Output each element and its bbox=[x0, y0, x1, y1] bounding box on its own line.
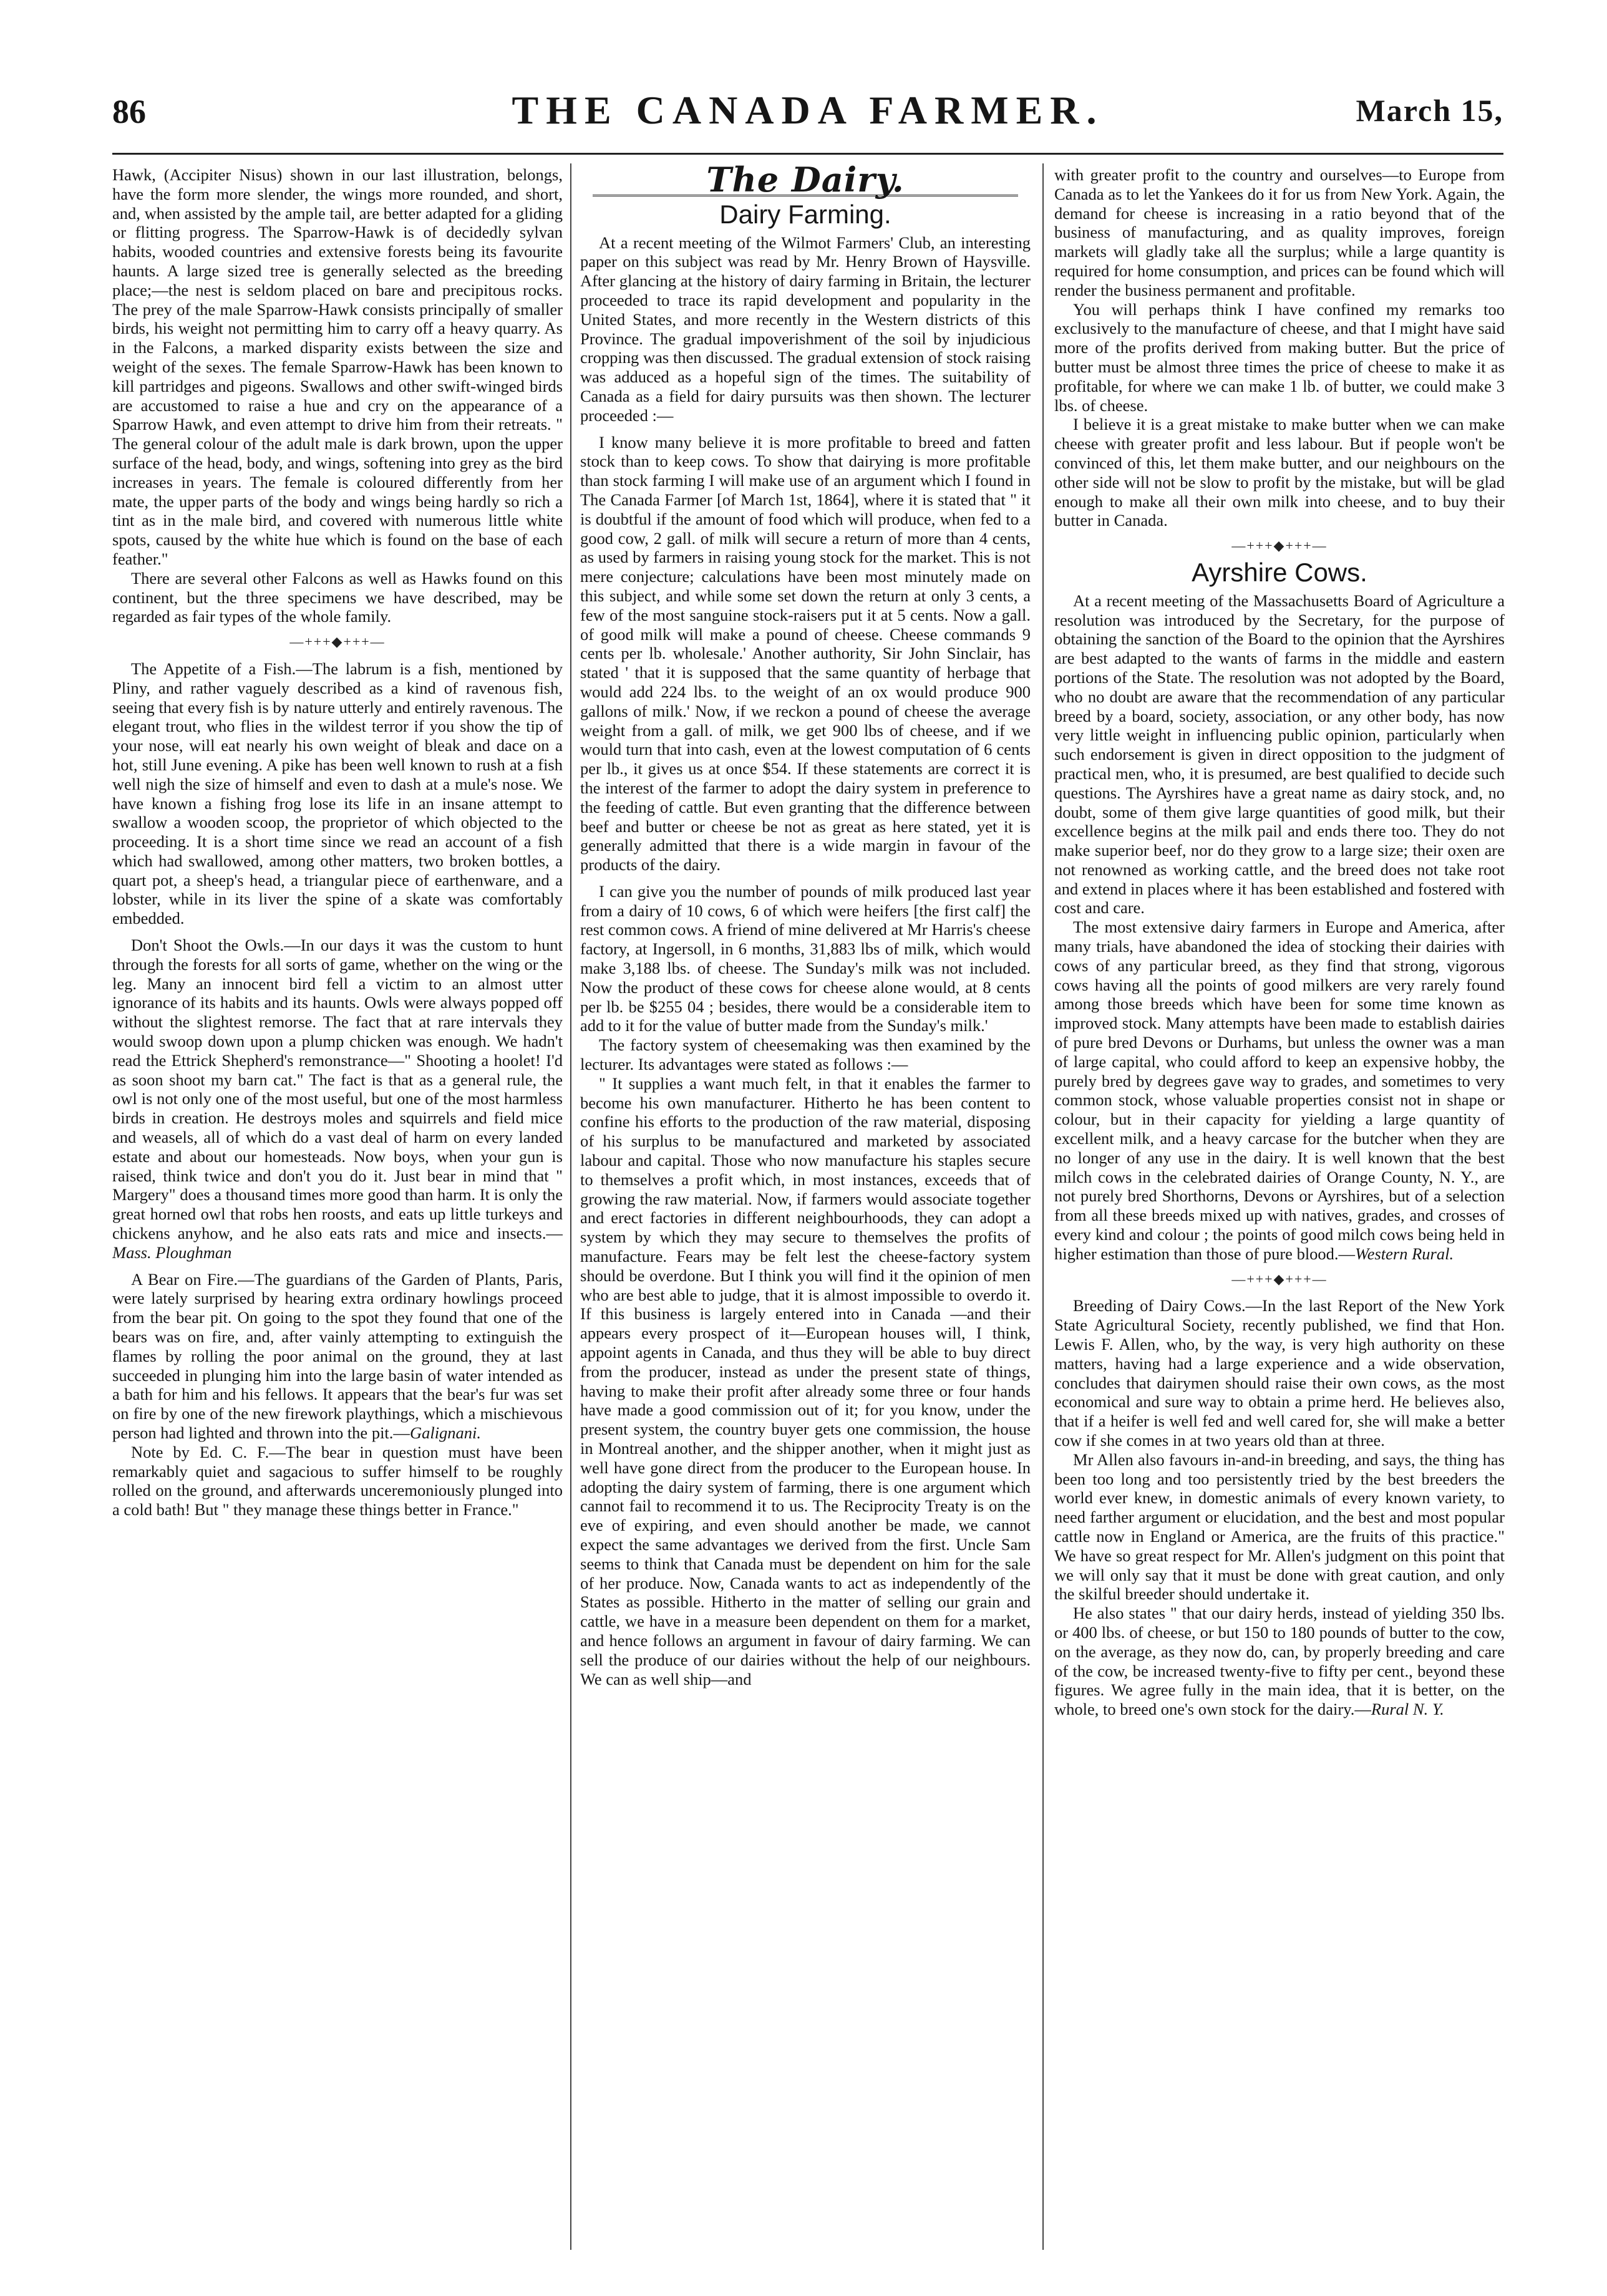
column-2 bbox=[580, 165, 1031, 2245]
editor-note: Note by Ed. C. F.—The bear in question must have been remarkably quiet and sagacious to suffer himself to be roughly rolled on the ground, and afterwards unceremoniously plunged into a cold bath! But " they manage these things better in France." bbox=[112, 1442, 563, 1519]
source-credit: Rural N. Y. bbox=[1371, 1700, 1444, 1719]
paragraph-text: Don't Shoot the Owls.—In our days it was the custom to hunt through the forests for all sorts of game, whether on the wing or the leg. Many an innocent bird fell a victim to an almost utter ignorance of its habits and its haunts. Owls were always popped off without the slightest remorse. The fact that at rare intervals they would swoop down upon a plump chicken was enough. We hadn't read the Ettrick Shepherd's remonstrance—" Shooting a hoolet! I'd as soon shoot my barn cat." The fact is that as a general rule, the owl is not only one of the most useful, but one of the most harmless birds in creation. He destroys moles and squirrels and field mice and weasels, all of which do a vast deal of harm on every landed estate and about our homesteads. Now boys, when your gun is raised, think twice and don't you do it. Just bear in mind that " Margery" does a thousand times more good than harm. It is only the great horned owl that robs hen roosts, and eats up little turkeys and chickens anyhow, and he also eats rats and mice and insects.— bbox=[112, 936, 563, 1243]
page-header bbox=[112, 87, 1503, 143]
article-heading: Ayrshire Cows. bbox=[1192, 557, 1367, 587]
paragraph: " It supplies a want much felt, in that it enables the farmer to become his own manufacturer. Hitherto he has been content to confine his efforts to the production of the raw material, disposing of his surplus to be manufactured and marketed by associated labour and capital. Those who now manufacture his staples secure to themselves a profit which, in most instances, exceeds that of growing the raw material. Now, if farmers would associate together and erect factories in different neighbourhoods, they can adopt a system by which they may secure to themselves the profits of manufacture. Fears may be felt lest the cheese-factory system should be overdone. But I think you will find it the opinion of men who are best able to judge, that it is almost impossible to overdo it. If this business is largely entered into in Canada —and their appears every prospect of it—European houses will, I think, appoint agents in Canada, and thus they will be able to buy direct from the producer, instead as under the present state of things, having to make their profit after already some three or four hands have made a good commission out of it; for you know, under the present system, the country buyer gets one commission, the house in Montreal another, and the shipper another, when it might just as well have gone direct from the producer to the European house. In adopting the dairy system of farming, there is one argument which cannot fail to recommend it to us. The Reciprocity Treaty is on the eve of expiring, and even should another be made, we cannot expect the same advantages we derived from the first. Uncle Sam seems to think that Canada must be dependent on him for the sale of her produce. Now, Canada wants to act as independently of the States as possible. Hitherto in the matter of selling our grain and cattle, we have in a measure been dependent on them for a market, and hence follows an argument in favour of dairy farming. We can sell the produce of our dairies without the help of our neighbours. We can as well ship—and bbox=[580, 1073, 1031, 1688]
paragraph: I know many believe it is more profitable to breed and fatten stock than to keep cows. To show that dairying is more profitable than stock farming I will make use of an argument which I found in The Canada Farmer [of March 1st, 1864], where it is stated that " it is doubtful if the amount of food which will produce, when fed to a good cow, 2 gall. of milk will secure a return of more than 4 cents, as used by farmers in raising young stock for the market. This is not mere conjecture; calculations have been most minutely made on this subject, and while some set down the return at only 3 cents, a few of the most sanguine stock-raisers put it at 5 cents. Now a gall. of good milk will make a pound of cheese. Cheese commands 9 cents per lb. wholesale.' Another authority, Sir John Sinclair, has stated ' that it is supposed that the same quantity of herbage that would add 224 lbs. to the weight of an ox would produce 900 gallons of milk.' Now, if we reckon a pound of cheese the average weight from a gall. of milk, we get 900 lbs of cheese, and if we would turn that into cash, even at the lowest computation of 6 cents per lb., it gives us at once $54. If these statements are correct it is the interest of the farmer to adopt the dairy system in preference to the feeding of cattle. But even granting that the difference between beef and butter or cheese be not as great as here stated, yet it is generally admitted that there is a wide margin in favour of the products of the dairy. bbox=[580, 432, 1031, 874]
header-rule bbox=[112, 153, 1503, 155]
paragraph: The factory system of cheesemaking was then examined by the lecturer. Its advantages were stated as follows :— bbox=[580, 1035, 1031, 1074]
article-breeding-of-dairy-cows: Breeding of Dairy Cows.—In the last Report of the New York State Agricultural Society, recently published, we find that Hon. Lewis F. Allen, who, by the way, is very high authority on these matters, having had a large experience and a wide observation, concludes that dairymen should raise their own cows, as the most economical and sure way to obtain a prime herd. He believes also, that if a heifer is well fed and well cared for, she will make a better cow if she comes in at two years old than at three. bbox=[1054, 1296, 1505, 1450]
source-credit: Mass. Ploughman bbox=[112, 1242, 232, 1262]
source-credit: Galignani. bbox=[409, 1423, 482, 1442]
column-rule bbox=[570, 163, 571, 2250]
paragraph: Mr Allen also favours in-and-in breeding, and says, the thing has been too long and too persistently tried by the best breeders the world ever knew, in domestic animals of every known variety, to need farther argument or elucidation, and the best and most popular cattle now in England or America, are the fruits of this practice." We have so great respect for Mr. Allen's judgment on this point that we will only say that it must be done with great caution, and only the skilful breeder should undertake it. bbox=[1054, 1450, 1505, 1604]
section-title: The Dairy. bbox=[706, 165, 905, 200]
ornament-divider: —+++◆+++— bbox=[1231, 538, 1328, 554]
issue-date: March 15, bbox=[1356, 93, 1503, 128]
column-3 bbox=[1054, 165, 1505, 2245]
paragraph: At a recent meeting of the Wilmot Farmers' Club, an interesting paper on this subject was read by Mr. Henry Brown of Haysville. After glancing at the history of dairy farming in Britain, the lecturer proceeded to trace its rapid development and popularity in the United States, and more recently in the Western districts of this Province. The gradual impoverishment of the soil by injudicious cropping was then discussed. The gradual extension of stock raising was adduced as a hopeful sign of the times. The suitability of Canada as a field for dairy pursuits was then shown. The lecturer proceeded :— bbox=[580, 233, 1031, 425]
paragraph bbox=[1054, 1604, 1505, 1719]
article-heading: Dairy Farming. bbox=[719, 199, 891, 229]
paragraph: Hawk, (Accipiter Nisus) shown in our last illustration, belongs, have the form more slender, the wings more rounded, and short, and, when assisted by the ample tail, are better adapted for a gliding or flitting progress. The Sparrow-Hawk is of decidedly sylvan habits, wooded countries and extensive forests being its favourite haunts. A large sized tree is generally selected as the breeding place;—the nest is seldom placed on bare and precipitous rocks. The prey of the male Sparrow-Hawk consists principally of smaller birds, his weight not permitting him to carry off a heavy quarry. As in the Falcons, a marked disparity exists between the size and weight of the sexes. The female Sparrow-Hawk has been known to kill partridges and pigeons. Swallows and other swift-winged birds are accustomed to raise a hue and cry on the appearance of a Sparrow Hawk, and even attempt to drive him from their retreats. " The general colour of the adult male is dark brown, upon the upper surface of the head, body, and wings, softening into grey as the bird increases in years. The female is coloured differently from her mate, the upper parts of the body and wings being hardly so rich a tint as in the male bird, and covered with numerous little white spots, caused by the white hue which is found on the base of each feather." bbox=[112, 165, 563, 568]
paragraph: You will perhaps think I have confined my remarks too exclusively to the manufacture of cheese, and that I might have said more of the profits derived from making butter. But the price of butter must be almost three times the price of cheese to make it as profitable, for where we can make 1 lb. of butter, we could make 3 lbs. of cheese. bbox=[1054, 299, 1505, 415]
column-rule bbox=[1042, 163, 1044, 2250]
paragraph: At a recent meeting of the Massachusetts Board of Agriculture a resolution was introduced by the Secretary, for the purpose of obtaining the sanction of the Board to the opinion that the Ayrshires are best adapted to the wants of farms in the middle and eastern portions of the State. The resolution was not adopted by the Board, who no doubt are aware that the recommendation of any particular breed by a board, society, association, or any other body, has now very little weight in influencing public opinion, particularly when such endorsement is given in direct opposition to the judgment of practical men, who, it is presumed, are best qualified to decide such questions. The Ayrshires have a great name as dairy stock, and, no doubt, some of them give large quantities of good milk, but their excellence begins at the milk pail and ends there too. They do not make superior beef, nor do they grow to a large size; their oxen are not renowned as working cattle, and the breed does not take root and extend in places where it has been established and fostered with cost and care. bbox=[1054, 591, 1505, 918]
article-dont-shoot-the-owls bbox=[112, 936, 563, 1262]
masthead: THE CANADA FARMER. bbox=[512, 88, 1104, 132]
article-appetite-of-a-fish: The Appetite of a Fish.—The labrum is a fish, mentioned by Pliny, and rather vaguely described as a kind of ravenous fish, seeing that every fish is by nature utterly and entirely ravenous. The elegant trout, who flies in the wildest terror if you show the tip of your nose, will eat nearly his own weight of bleak and dace on a hot, still June evening. A pike has been well known to rush at a fish well nigh the size of himself and even to dash at a mule's nose. We have known a fishing frog lose its life in an insane attempt to swallow a wooden scoop, the proprietor of which objected to the proceeding. It is a short time since we read an account of a fish which had swallowed, among other matters, two broken bottles, a quart pot, a sheep's head, a triangular piece of earthenware, and a lobster, while in its liver the spine of a skate was comfortably embedded. bbox=[112, 659, 563, 928]
ornament-divider: —+++◆+++— bbox=[289, 634, 386, 650]
paragraph: There are several other Falcons as well as Hawks found on this continent, but the three specimens we have described, may be regarded as fair types of the whole family. bbox=[112, 568, 563, 626]
article-a-bear-on-fire bbox=[112, 1270, 563, 1443]
paragraph: with greater profit to the country and ourselves—to Europe from Canada as to let the Yankees do it for us from New York. Again, the demand for cheese is increasing in a ratio beyond that of the business of manufacturing, and as quality improves, foreign markets will gladly take all the surplus; while a large quantity is required for home consumption, and prices can be found which will render the business permanent and profitable. bbox=[1054, 165, 1505, 299]
ornament-divider: —+++◆+++— bbox=[1231, 1271, 1328, 1287]
paragraph-text: The most extensive dairy farmers in Europe and America, after many trials, have abandoned the idea of stocking their dairies with cows of any particular breed, as they find that strong, vigorous cows having all the points of good milkers are very rarely found among those breeds which have been for some time known as improved stock. Many attempts have been made to establish dairies of pure bred Devons or Durhams, but unless the owner was a man of large capital, who could afford to keep an expensive hobby, the purely bred by degrees gave way to grades, and sometimes to very common stock, whose valuable properties consist not in shape or colour, but in their capacity for yielding a large quantity of excellent milk, and a heavy carcase for the butcher when they are no longer of any use in the dairy. It is well known that the best milch cows in the celebrated dairies of Orange County, N. Y., are not purely bred Shorthorns, Devons or Ayrshires, but of a selection from all these breeds mixed up with natives, grades, and crosses of every kind and colour ; the points of good milch cows being held in higher estimation than those of pure blood.— bbox=[1054, 918, 1505, 1263]
paragraph: I can give you the number of pounds of milk produced last year from a dairy of 10 cows, 6 of which were heifers [the first calf] the rest common cows. A friend of mine delivered at Mr Harris's cheese factory, at Ingersoll, in 6 months, 31,883 lbs of milk, which would make 3,188 lbs. of cheese. The Sunday's milk was not included. Now the product of these cows for cheese alone would, at 8 cents per lb. be $255 04 ; besides, there would be a considerable item to add to it for the value of butter made from the Sunday's milk.' bbox=[580, 881, 1031, 1035]
paragraph-text: A Bear on Fire.—The guardians of the Garden of Plants, Paris, were lately surprised by hearing extra ordinary howlings proceed from the bear pit. On going to the spot they found that one of the bears was on fire, and, after vainly attempting to extinguish the flames by rolling the poor animal on the ground, they at last succeeded in plunging him into the large basin of water intended as a bath for him and his fellows. It appears that the bear's fur was set on fire by one of the new firework playthings, which a mischievous person had lighted and thrown into the pit.— bbox=[112, 1269, 563, 1442]
page-number: 86 bbox=[112, 93, 146, 130]
source-credit: Western Rural. bbox=[1355, 1244, 1454, 1263]
paragraph-text: He also states " that our dairy herds, instead of yielding 350 lbs. or 400 lbs. of cheese, or but 150 to 180 pounds of butter to the cow, on the average, as they now do, can, by properly breeding and care of the cow, be increased twenty-five to fifty per cent., beyond these figures. We agree fully in the main idea, that it is better, on the whole, to breed one's own stock for the dairy.— bbox=[1054, 1604, 1505, 1719]
paragraph bbox=[1054, 918, 1505, 1263]
paragraph: I believe it is a great mistake to make butter when we can make cheese with greater profit and less labour. But if people won't be convinced of this, let them make butter, and our neighbours on the other side will not be slow to profit by the mistake, but will be glad enough to make all their own milk into cheese, and to buy their butter in Canada. bbox=[1054, 415, 1505, 530]
column-1 bbox=[112, 165, 563, 2245]
